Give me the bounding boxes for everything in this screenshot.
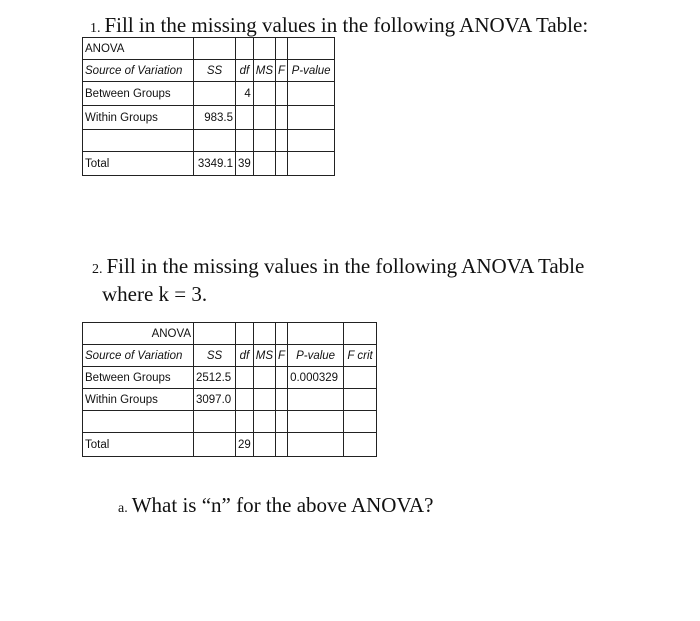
table1-cell: 3349.1 (194, 152, 236, 176)
table1-cell: Total (83, 152, 194, 176)
table2-cell (288, 433, 344, 457)
table2-row-within (83, 389, 377, 411)
question-1-text: Fill in the missing values in the following ANOVA Table: (104, 13, 589, 37)
table1-header-source: Source of Variation (83, 60, 194, 82)
table2-cell: 0.000329 (288, 367, 344, 389)
table1-cell (194, 82, 236, 106)
question-2a-label: a. (118, 501, 128, 516)
table1-cell (276, 152, 288, 176)
table1-cell (276, 106, 288, 130)
table1-cell: 39 (236, 152, 254, 176)
table1-row-between (83, 82, 335, 106)
table2-cell: 2512.5 (194, 367, 236, 389)
table1-header-df: df (236, 60, 254, 82)
table2-cell (276, 367, 288, 389)
table1-cell (276, 82, 288, 106)
table2-header-f: F (276, 345, 288, 367)
table1-header-f: F (276, 60, 288, 82)
table1-cell: 983.5 (194, 106, 236, 130)
table1-cell (236, 106, 254, 130)
table1-title: ANOVA (83, 38, 194, 60)
table1-header-pvalue: P-value (288, 60, 335, 82)
table2-cell (194, 411, 236, 433)
table2-row-total (83, 433, 377, 457)
anova-table-1 (82, 37, 335, 176)
table2-cell (344, 389, 377, 411)
table2-cell (253, 389, 275, 411)
table2-cell (344, 367, 377, 389)
table1-row-within (83, 106, 335, 130)
question-2a (118, 493, 433, 521)
table1-cell (288, 130, 335, 152)
table1-cell: Between Groups (83, 82, 194, 106)
table1-cell (83, 130, 194, 152)
table2-cell (236, 411, 254, 433)
table2-cell: Within Groups (83, 389, 194, 411)
question-2 (92, 254, 612, 307)
table1-cell (288, 82, 335, 106)
table2-header-ss: SS (194, 345, 236, 367)
table2-title: ANOVA (83, 323, 194, 345)
table2-header-ms: MS (253, 345, 275, 367)
table1-cell (288, 152, 335, 176)
table2-header-df: df (236, 345, 254, 367)
anova-table-2 (82, 322, 377, 457)
table2-cell: 29 (236, 433, 254, 457)
table2-cell (236, 389, 254, 411)
question-2-line2: where k = 3. (102, 282, 208, 306)
table2-cell: Between Groups (83, 367, 194, 389)
table2-header-pvalue: P-value (288, 345, 344, 367)
table2-cell (276, 411, 288, 433)
table1-cell (253, 130, 275, 152)
table2-cell (253, 411, 275, 433)
table1-header-ss: SS (194, 60, 236, 82)
table1-row-total (83, 152, 335, 176)
table2-cell (344, 433, 377, 457)
table2-cell (194, 433, 236, 457)
table2-cell (344, 411, 377, 433)
table1-row-blank (83, 130, 335, 152)
table2-header-source: Source of Variation (83, 345, 194, 367)
table1-cell: Within Groups (83, 106, 194, 130)
table2-cell (253, 433, 275, 457)
table2-cell (236, 367, 254, 389)
table1-cell (253, 82, 275, 106)
table2-cell (288, 389, 344, 411)
table2-cell (276, 389, 288, 411)
table1-cell (253, 152, 275, 176)
table2-cell (253, 367, 275, 389)
table1-cell (288, 106, 335, 130)
table1-cell (276, 130, 288, 152)
table2-cell: 3097.0 (194, 389, 236, 411)
table2-cell (276, 433, 288, 457)
table2-cell: Total (83, 433, 194, 457)
question-2-line1: Fill in the missing values in the following ANOVA Table (106, 254, 585, 278)
table2-row-blank (83, 411, 377, 433)
table1-cell (253, 106, 275, 130)
table2-row-between (83, 367, 377, 389)
table1-cell (236, 130, 254, 152)
question-2-number: 2. (92, 262, 103, 277)
table1-header-ms: MS (253, 60, 275, 82)
question-2a-text: What is “n” for the above ANOVA? (131, 493, 434, 517)
question-1-number: 1. (90, 21, 101, 36)
table1-cell (194, 130, 236, 152)
table2-cell (288, 411, 344, 433)
table1-cell: 4 (236, 82, 254, 106)
table2-cell (83, 411, 194, 433)
table2-header-fcrit: F crit (344, 345, 377, 367)
